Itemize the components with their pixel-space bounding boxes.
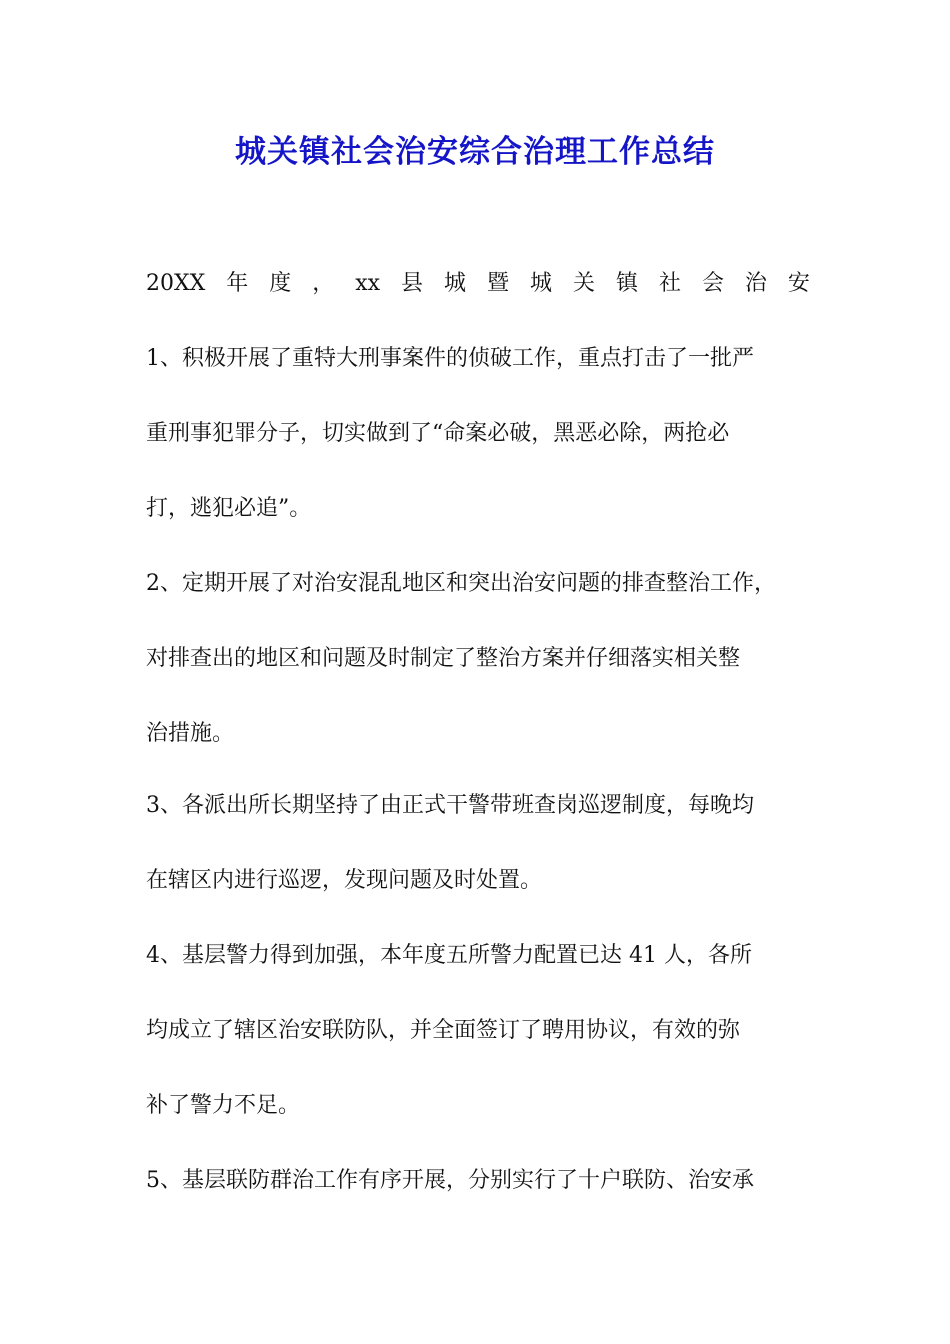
intro-word: 城: [530, 271, 553, 296]
paragraph-line: 打，逃犯必追”。: [146, 496, 312, 521]
intro-word: 会: [701, 271, 724, 296]
paragraph-line: 均成立了辖区治安联防队，并全面签订了聘用协议，有效的弥: [146, 1018, 741, 1043]
paragraph-line: 4、基层警力得到加强，本年度五所警力配置已达 41 人，各所: [146, 943, 752, 968]
paragraph-line: 2、定期开展了对治安混乱地区和突出治安问题的排查整治工作，: [146, 571, 776, 596]
intro-word: 治: [744, 271, 767, 296]
paragraph-line: 治措施。: [146, 721, 235, 746]
intro-word: 20XX: [146, 271, 206, 296]
intro-word: 度: [269, 271, 292, 296]
intro-word: 关: [572, 271, 595, 296]
intro-word: 年: [226, 271, 249, 296]
intro-word: 城: [444, 271, 467, 296]
paragraph-line: 5、基层联防群治工作有序开展，分别实行了十户联防、治安承: [146, 1168, 754, 1193]
paragraph-line: 对排查出的地区和问题及时制定了整治方案并仔细落实相关整: [146, 646, 741, 671]
paragraph-line: 重刑事犯罪分子，切实做到了“命案必破，黑恶必除，两抢必: [146, 421, 730, 446]
intro-word: 社: [658, 271, 681, 296]
intro-word: 县: [401, 271, 424, 296]
document-title: 城关镇社会治安综合治理工作总结: [235, 134, 715, 170]
paragraph-line: 3、各派出所长期坚持了由正式干警带班查岗巡逻制度，每晚均: [146, 793, 754, 818]
intro-word: ，: [312, 271, 335, 296]
paragraph-line: 补了警力不足。: [146, 1093, 301, 1118]
paragraph-line: 1、积极开展了重特大刑事案件的侦破工作，重点打击了一批严: [146, 346, 754, 371]
paragraph-line: 在辖区内进行巡逻，发现问题及时处置。: [146, 868, 543, 893]
intro-line: [146, 264, 810, 304]
intro-word: 镇: [615, 271, 638, 296]
intro-word: 安: [787, 271, 810, 296]
intro-word: 暨: [487, 271, 510, 296]
intro-word: xx: [355, 271, 381, 296]
